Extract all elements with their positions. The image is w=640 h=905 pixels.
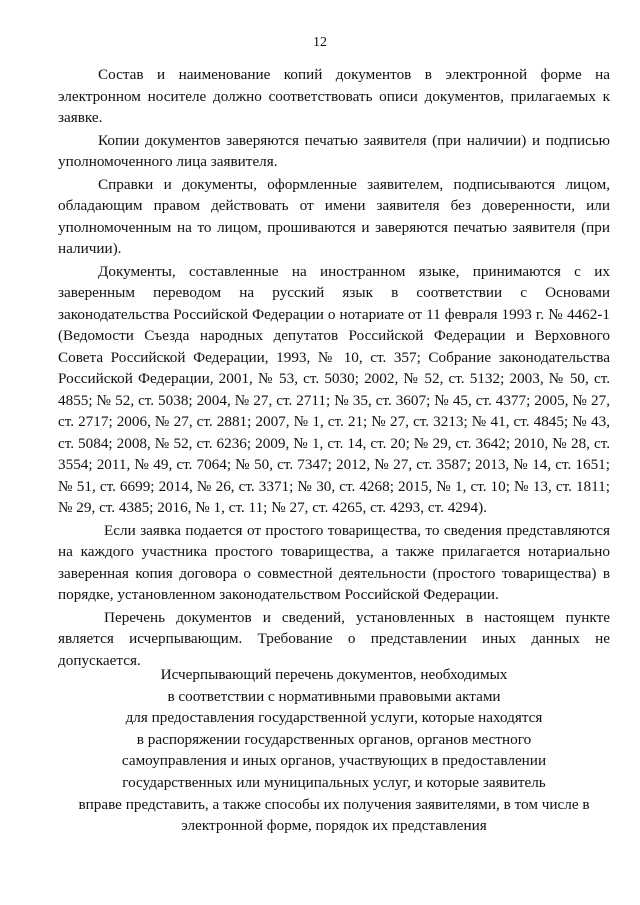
paragraph-signed-documents: Справки и документы, оформленные заявителем, подписываются лицом, обладающим правом действовать от имени заявителя без доверенности, или уполномоченным на то лицом, прошиваются и заверяются печатью заявителя (при наличии). bbox=[58, 175, 610, 257]
heading-line: государственных или муниципальных услуг, и которые заявитель bbox=[122, 773, 546, 791]
paragraph-foreign-language: Документы, составленные на иностранном языке, принимаются с их заверенным переводом на русский язык в соответствии с Основами законодательства Российской Федерации о нотариате от 11 февраля 1993 г. № 4462-1 (Ведомости Съезда народных депутатов Российской Федерации и Верховного Совета Российской Федерации, 1993, № 10, ст. 357; Собрание законодательства Российской Федерации, 2001, № 53, ст. 5030; 2002, № 52, ст. 5132; 2003, № 50, ст. 4855; № 52, ст. 5038; 2004, № 27, ст. 2711; № 35, ст. 3607; № 45, ст. 4377; 2005, № 27, ст. 2717; 2006, № 27, ст. 2881; 2007, № 1, ст. 21; № 27, ст. 3213; № 41, ст. 4845; № 43, ст. 5084; 2008, № 52, ст. 6236; 2009, № 1, ст. 14, ст. 20; № 29, ст. 3642; 2010, № 28, ст. 3554; 2011, № 49, ст. 7064; № 50, ст. 7347; 2012, № 27, ст. 3587; 2013, № 14, ст. 1651; № 51, ст. 6699; 2014, № 26, ст. 3371; № 30, ст. 4268; 2015, № 1, ст. 10; № 13, ст. 1811; № 29, ст. 4385; 2016, № 1, ст. 11; № 27, ст. 4265, ст. 4293, ст. 4294). bbox=[58, 262, 610, 516]
paragraph-electronic-copies: Состав и наименование копий документов в электронной форме на электронном носителе должно соответствовать описи документов, прилагаемых к заявке. bbox=[58, 66, 610, 126]
heading-line: для предоставления государственной услуги, которые находятся bbox=[125, 709, 543, 727]
paragraph-exhaustive-list: Перечень документов и сведений, установленных в настоящем пункте является исчерпывающим. Требование о представлении иных данных не допускается. bbox=[58, 608, 610, 669]
section-heading bbox=[58, 664, 610, 837]
heading-line: самоуправления и иных органов, участвующих в предоставлении bbox=[121, 752, 547, 770]
heading-line: в распоряжении государственных органов, органов местного bbox=[136, 730, 532, 748]
page-number: 12 bbox=[313, 35, 327, 50]
paragraph-copies-certification: Копии документов заверяются печатью заявителя (при наличии) и подписью уполномоченного лица заявителя. bbox=[58, 131, 610, 170]
body-text bbox=[58, 64, 610, 672]
paragraph-simple-partnership: Если заявка подается от простого товарищества, то сведения представляются на каждого участника простого товарищества, а также прилагается нотариально заверенная копия договора о совместной деятельности (простого товарищества) в порядке, установленном законодательством Российской Федерации. bbox=[58, 521, 610, 603]
heading-line: электронной форме, порядок их представления bbox=[181, 817, 487, 835]
heading-line: Исчерпывающий перечень документов, необходимых bbox=[160, 666, 508, 683]
heading-line: в соответствии с нормативными правовыми актами bbox=[167, 687, 501, 705]
heading-line: вправе представить, а также способы их получения заявителями, в том числе в bbox=[78, 795, 590, 813]
